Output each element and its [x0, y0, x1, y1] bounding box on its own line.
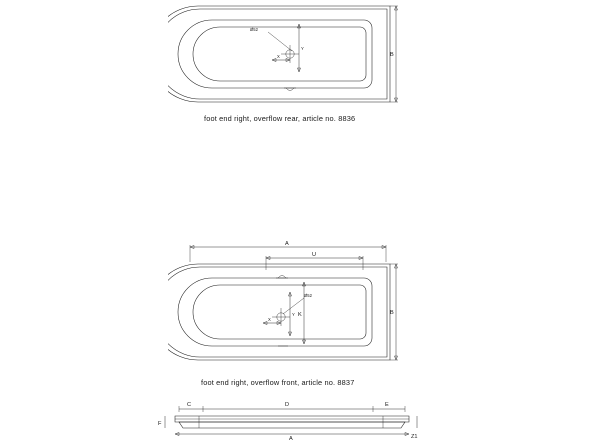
- tub-outer-outline: [168, 264, 390, 360]
- dimension-x: [263, 317, 281, 325]
- section-dimension-row: [179, 402, 405, 412]
- dimension-z1: [411, 416, 418, 440]
- figure-top: [168, 2, 398, 112]
- dim-y-label: Y: [292, 312, 295, 317]
- dim-d-label: D: [285, 402, 290, 408]
- overflow-curve: [286, 88, 294, 91]
- waste-leader: [268, 32, 292, 51]
- dim-b-label: B: [390, 310, 394, 316]
- tub-section-profile: [175, 416, 409, 428]
- waste-outlet-detail: [272, 293, 313, 326]
- dim-x-label: X: [277, 54, 280, 59]
- waste-label: Ø52: [250, 27, 258, 32]
- dim-y-label: Y: [301, 46, 304, 51]
- dimension-a: [190, 241, 386, 262]
- tub-rim-outline: [168, 267, 387, 357]
- dimension-b: [390, 264, 398, 360]
- section-vertical-dims: [158, 416, 165, 428]
- overflow-front-mark: [276, 276, 288, 279]
- dim-u-label: U: [312, 252, 317, 258]
- waste-label: Ø52: [304, 293, 312, 298]
- dim-z1-label: Z1: [411, 434, 418, 440]
- dimension-x: [272, 54, 290, 62]
- dimension-y: [288, 292, 295, 336]
- dimension-u: [266, 252, 363, 270]
- figure-top-svg: [168, 2, 398, 112]
- dimension-b: [390, 6, 398, 102]
- caption-middle: foot end right, overflow front, article no. 8837: [201, 378, 355, 387]
- dim-a-bottom-label: A: [289, 436, 293, 441]
- caption-top: foot end right, overflow rear, article no. 8836: [204, 114, 356, 123]
- dim-f-label: F: [158, 421, 162, 427]
- dimension-k: [298, 282, 306, 344]
- figure-bottom: [155, 400, 425, 441]
- dim-a-label: A: [285, 241, 289, 247]
- dim-e-label: E: [385, 402, 389, 408]
- dimension-y: [297, 24, 304, 72]
- figure-middle-svg: [168, 240, 398, 370]
- tub-basin-floor-outline: [193, 285, 366, 339]
- figure-middle: [168, 240, 398, 370]
- section-under-body: [179, 422, 405, 428]
- overflow-curve: [278, 276, 286, 279]
- dim-k-label: K: [298, 312, 302, 318]
- figure-bottom-svg: [155, 400, 425, 441]
- dim-c-label: C: [187, 402, 192, 408]
- dimension-a-bottom: [175, 432, 409, 441]
- waste-outlet-detail: [250, 27, 299, 63]
- dim-x-label: X: [268, 317, 271, 322]
- dim-b-label: B: [390, 52, 394, 58]
